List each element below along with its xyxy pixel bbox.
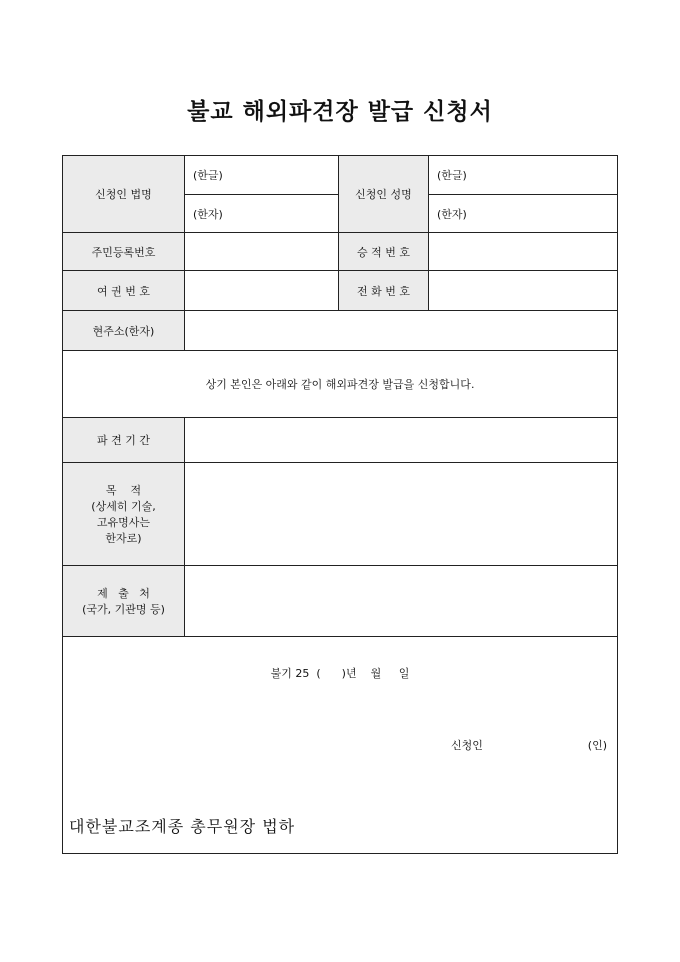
purpose-label-line: (상세히 기술, bbox=[91, 500, 156, 513]
applicant-name-label: 신청인 성명 bbox=[339, 156, 429, 233]
addressee: 대한불교조계종 총무원장 법하 bbox=[69, 817, 296, 836]
submit-to-label-line: 제 출 처 bbox=[97, 587, 150, 600]
address-label: 현주소(한자) bbox=[63, 311, 185, 351]
resident-number-field[interactable] bbox=[185, 233, 339, 271]
purpose-label bbox=[63, 463, 185, 566]
phone-number-label: 전 화 번 호 bbox=[339, 271, 429, 311]
dispatch-period-field[interactable] bbox=[185, 418, 618, 463]
application-form bbox=[62, 155, 618, 854]
phone-number-field[interactable] bbox=[429, 271, 618, 311]
resident-number-label: 주민등록번호 bbox=[63, 233, 185, 271]
purpose-field[interactable] bbox=[185, 463, 618, 566]
submit-to-label bbox=[63, 566, 185, 637]
monk-number-field[interactable] bbox=[429, 233, 618, 271]
seal-mark: (인) bbox=[587, 739, 607, 752]
submit-to-label-line: (국가, 기관명 등) bbox=[82, 603, 165, 616]
purpose-label-line: 한자로) bbox=[105, 532, 142, 545]
applicant-name-hangul-field[interactable]: (한글) bbox=[429, 156, 618, 195]
signature-section bbox=[63, 637, 618, 854]
passport-number-label: 여 권 번 호 bbox=[63, 271, 185, 311]
purpose-label-line: 고유명사는 bbox=[96, 516, 151, 529]
passport-number-field[interactable] bbox=[185, 271, 339, 311]
submit-to-field[interactable] bbox=[185, 566, 618, 637]
buddhist-name-label: 신청인 법명 bbox=[63, 156, 185, 233]
request-notice: 상기 본인은 아래와 같이 해외파견장 발급을 신청합니다. bbox=[63, 351, 618, 418]
dispatch-period-label: 파 견 기 간 bbox=[63, 418, 185, 463]
applicant-name-hanja-field[interactable]: (한자) bbox=[429, 195, 618, 233]
monk-number-label: 승 적 번 호 bbox=[339, 233, 429, 271]
purpose-label-line: 목 적 bbox=[105, 484, 142, 497]
buddhist-name-hanja-field[interactable]: (한자) bbox=[185, 195, 339, 233]
address-field[interactable] bbox=[185, 311, 618, 351]
buddhist-name-hangul-field[interactable]: (한글) bbox=[185, 156, 339, 195]
page-title: 불교 해외파견장 발급 신청서 bbox=[187, 99, 493, 125]
application-date[interactable]: 불기 25 ( )년 월 일 bbox=[270, 667, 410, 680]
applicant-signature-label: 신청인 bbox=[451, 739, 483, 752]
